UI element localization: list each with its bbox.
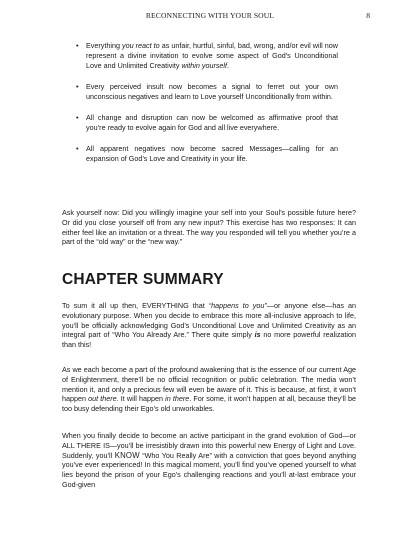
- bullet-icon: •: [76, 41, 79, 50]
- bullet-icon: •: [76, 112, 79, 122]
- list-item: • All apparent negatives now become sacred Messages—calling for an expansion of God’s Love and Creativity in your life.: [76, 144, 338, 163]
- list-item: • Everything you react to as unfair, hurtful, sinful, bad, wrong, and/or evil will now represent a divine invitation to evolve some aspect of God’s Unconditional Love and Unlimited Creativity within yourself.: [76, 41, 338, 70]
- list-item: • Every perceived insult now becomes a signal to ferret out your own unconscious negatives and learn to Love yourself Unconditionally from within.: [76, 81, 338, 101]
- bullet-icon: •: [76, 144, 79, 154]
- page-number: 8: [366, 11, 370, 20]
- header-title: RECONNECTING WITH YOUR SOUL: [145, 11, 275, 20]
- bullet-icon: •: [76, 81, 79, 91]
- section-heading: CHAPTER SUMMARY: [62, 271, 224, 288]
- summary-paragraph-1: To sum it all up then, EVERYTHING that “happens to you”—or anyone else—has an evolutionary purpose. When you decide to embrace this more all-inclusive approach to life, you’ll be officially acknowledging God’s Unconditional Love and Unlimited Creativity as an integral part of “Who You Already Are.” There quite simply is no more powerful realization than this!: [62, 301, 356, 350]
- summary-paragraph-3: When you finally decide to become an active participant in the grand evolution of God—or ALL THERE IS—you’ll be irresistibly drawn into this powerful new Energy of Light and Love. Suddenly, you’ll KNOW “Who You Really Are” with a conviction that goes beyond anything you’ve ever experienced! In this magical moment, you’ll find you’ve opened yourself to what lies beyond the prison of your Ego’s challenging reactions and you’ll at-last embrace your God-given: [62, 431, 357, 489]
- list-item: • All change and disruption can now be welcomed as affirmative proof that you’re ready to evolve again for God and all live everywhere.: [76, 112, 338, 132]
- body-paragraph: Ask yourself now: Did you willingly imagine your self into your Soul’s possible future here? Or did you close yourself off from any new input? This exercise has two responses: It can either feel like an invitation or a threat. The way you responded will tell you whether you’re a part of the “old way” or the “new way.”: [62, 208, 356, 247]
- summary-paragraph-2: As we each become a part of the profound awakening that is the essence of our current Age of Enlightenment, there’ll be no official recognition or public celebration. The media won’t mention it, and only a precious few will even be aware of it. This is because, at first, it won’t happen out there. It will happen in there. For some, it won’t happen at all, because they’ll be too busy defending their Ego’s old unworkables.: [62, 365, 356, 414]
- running-header: [0, 11, 420, 23]
- bullet-list: [76, 41, 338, 175]
